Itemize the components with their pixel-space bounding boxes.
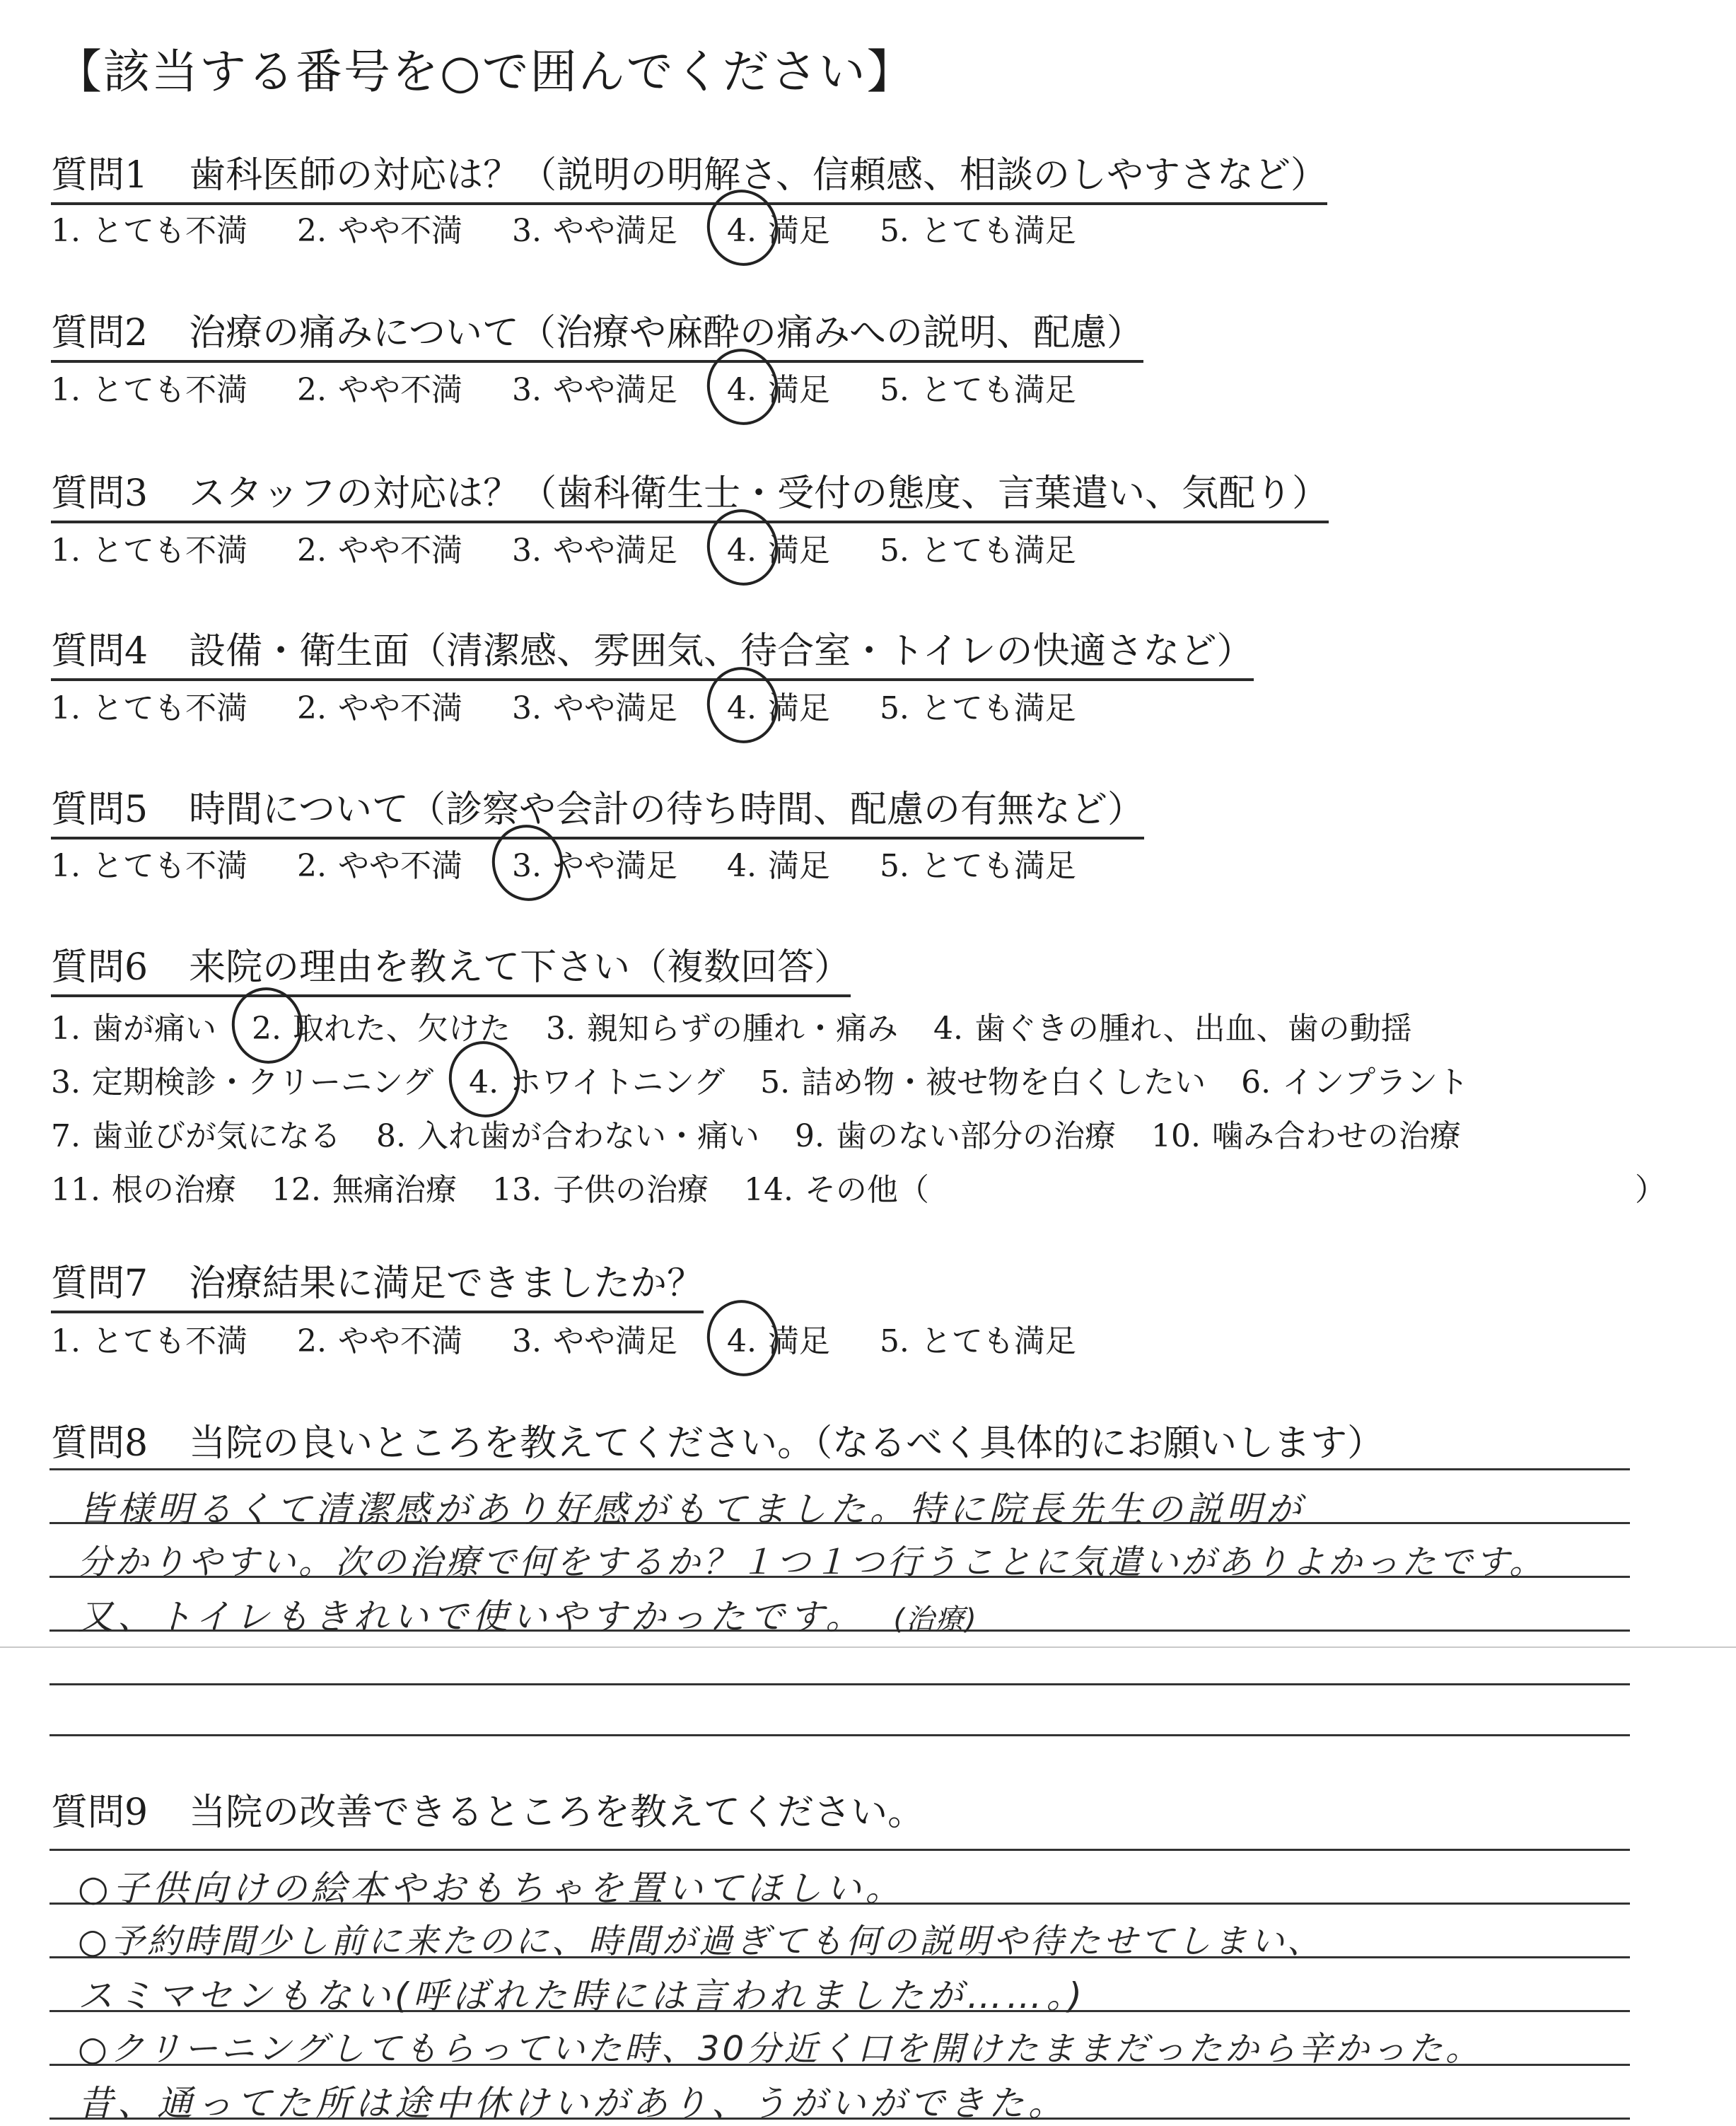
q6-option-2[interactable]: 2. 取れた、欠けた [252, 1003, 511, 1048]
q6-option-12[interactable]: 12. 無痛治療 [271, 1172, 457, 1208]
q4-option-3[interactable]: 3. やや満足 [511, 690, 677, 726]
question-6-heading [51, 937, 851, 997]
question-6-options-row-2 [51, 1057, 1494, 1102]
q8-answer-line-2: 分かりやすい。次の治療で何をするか？１つ１つ行うことに気遣いがありよかったです。 [78, 1543, 1546, 1582]
q6-option-1[interactable]: 1. 歯が痛い [51, 1011, 216, 1047]
answer-line [49, 1734, 1630, 1736]
question-5-heading [51, 779, 1144, 840]
q5-option-1[interactable]: 1. とても不満 [51, 848, 247, 884]
q8-handwritten-note: (治療) [893, 1603, 978, 1636]
q7-option-1[interactable]: 1. とても不満 [51, 1323, 247, 1359]
question-2-options [51, 364, 1116, 409]
question-3-heading [51, 463, 1329, 523]
q7-option-3[interactable]: 3. やや満足 [511, 1323, 677, 1359]
question-6-number: 質問6 [51, 946, 148, 989]
q6-option-14[interactable]: 14. その他（ [743, 1172, 929, 1208]
q1-option-4[interactable]: 4. 満足 [727, 205, 830, 250]
q7-option-2[interactable]: 2. やや不満 [296, 1323, 462, 1359]
question-9-heading [51, 1782, 924, 1840]
q6-option-white-fillings[interactable]: 5. 詰め物・被せ物を白くしたい [760, 1064, 1206, 1100]
question-6-options-row-1 [51, 1003, 1438, 1048]
question-7-number: 質問7 [51, 1262, 148, 1305]
selected-circle [700, 1294, 785, 1383]
q6-option-11[interactable]: 11. 根の治療 [51, 1172, 236, 1208]
q6-option-implant[interactable]: 6. インプラント [1241, 1064, 1469, 1100]
question-7-heading [51, 1253, 704, 1313]
q5-option-4[interactable]: 4. 満足 [726, 848, 830, 884]
q8-answer-line-1: 皆様明るくて清潔感があり好感がもてました。特に院長先生の説明が [78, 1489, 1305, 1530]
q1-option-3[interactable]: 3. やや満足 [511, 213, 677, 249]
question-2-heading [51, 303, 1143, 363]
q1-option-2[interactable]: 2. やや不満 [296, 213, 462, 249]
q3-option-2[interactable]: 2. やや不満 [296, 533, 462, 569]
q6-option-10[interactable]: 10. 噛み合わせの治療 [1150, 1118, 1461, 1154]
answer-line [49, 1468, 1630, 1470]
q7-option-5[interactable]: 5. とても満足 [879, 1323, 1076, 1359]
q2-option-3[interactable]: 3. やや満足 [511, 372, 677, 408]
question-6-options-row-3 [51, 1110, 1486, 1156]
question-8-number: 質問8 [51, 1422, 148, 1465]
other-close-paren: ） [1635, 1172, 1666, 1208]
question-2-number: 質問2 [51, 312, 148, 354]
question-1-options [51, 205, 1116, 250]
question-8-heading [51, 1413, 1384, 1470]
question-3-options [51, 525, 1116, 570]
q9-answer-line-2: ○予約時間少し前に来たのに、時間が過ぎても何の説明や待たせてしまい、 [78, 1922, 1324, 1961]
question-4-heading [51, 621, 1254, 681]
q4-option-4[interactable]: 4. 満足 [727, 682, 830, 728]
q9-answer-line-5: 昔、通ってた所は途中休けいがあり、うがいができた。 [78, 2083, 1068, 2124]
question-2-text: 治療の痛みについて（治療や麻酔の痛みへの説明、配慮） [189, 312, 1144, 354]
q3-option-1[interactable]: 1. とても不満 [51, 533, 247, 569]
q1-option-1[interactable]: 1. とても不満 [51, 213, 247, 249]
question-1-number: 質問1 [51, 154, 148, 197]
q9-answer-line-1: ○子供向けの絵本やおもちゃを置いてほしい。 [78, 1868, 905, 1909]
q5-option-5[interactable]: 5. とても満足 [879, 848, 1076, 884]
answer-line [49, 1683, 1630, 1685]
q4-option-5[interactable]: 5. とても満足 [879, 690, 1076, 726]
question-7-options [51, 1315, 1116, 1361]
question-5-number: 質問5 [51, 789, 148, 831]
q3-option-3[interactable]: 3. やや満足 [511, 533, 677, 569]
question-4-text: 設備・衛生面（清潔感、雰囲気、待合室・トイレの快適さなど） [189, 630, 1254, 673]
question-1-text: 歯科医師の対応は？（説明の明解さ、信頼感、相談のしやすさなど） [189, 154, 1328, 197]
question-3-text: スタッフの対応は？（歯科衛生士・受付の態度、言葉遣い、気配り） [189, 472, 1329, 515]
q8-answer-line-3: 又、トイレもきれいで使いやすかったです。 (治療) [78, 1596, 978, 1637]
q2-option-1[interactable]: 1. とても不満 [51, 372, 247, 408]
question-9-number: 質問9 [51, 1791, 148, 1834]
answer-line [49, 1849, 1630, 1851]
question-6-options-row-4 [51, 1164, 955, 1209]
question-8-text: 当院の良いところを教えてください。（なるべく具体的にお願いします） [189, 1422, 1385, 1465]
page-title: 【該当する番号を○で囲んでください】 [55, 45, 915, 99]
q5-option-2[interactable]: 2. やや不満 [296, 848, 462, 884]
question-5-options [51, 840, 1116, 885]
q4-option-1[interactable]: 1. とても不満 [51, 690, 247, 726]
q3-option-4[interactable]: 4. 満足 [727, 525, 830, 570]
q3-option-5[interactable]: 5. とても満足 [879, 533, 1076, 569]
question-7-text: 治療結果に満足できましたか？ [189, 1262, 704, 1305]
q6-option-8[interactable]: 8. 入れ歯が合わない・痛い [375, 1118, 759, 1154]
q1-option-5[interactable]: 5. とても満足 [879, 213, 1076, 249]
q7-option-4[interactable]: 4. 満足 [727, 1315, 830, 1361]
q2-option-5[interactable]: 5. とても満足 [879, 372, 1076, 408]
question-5-text: 時間について（診察や会計の待ち時間、配慮の有無など） [189, 789, 1145, 831]
q6-option-whitening[interactable]: 4. ホワイトニング [469, 1057, 725, 1102]
q2-option-4[interactable]: 4. 満足 [727, 364, 830, 409]
q6-option-checkup[interactable]: 3. 定期検診・クリーニング [51, 1064, 434, 1100]
q6-option-9[interactable]: 9. 歯のない部分の治療 [794, 1118, 1116, 1154]
q6-option-7[interactable]: 7. 歯並びが気になる [51, 1118, 341, 1154]
q6-option-4[interactable]: 4. 歯ぐきの腫れ、出血、歯の動揺 [933, 1011, 1412, 1047]
q9-answer-line-4: ○クリーニングしてもらっていた時、30分近く口を開けたままだったから辛かった。 [78, 2029, 1483, 2069]
q5-option-3[interactable]: 3. やや満足 [512, 840, 677, 885]
q6-option-13[interactable]: 13. 子供の治療 [491, 1172, 709, 1208]
scan-fold-line [0, 1646, 1736, 1648]
question-4-options [51, 682, 1116, 728]
question-6-text: 来院の理由を教えて下さい（複数回答） [189, 946, 851, 989]
question-9-text: 当院の改善できるところを教えてください。 [189, 1791, 925, 1834]
q9-answer-line-3: スミマセンもない(呼ばれた時には言われましたが……。) [78, 1975, 1087, 2016]
q4-option-2[interactable]: 2. やや不満 [296, 690, 462, 726]
q6-option-3[interactable]: 3. 親知らずの腫れ・痛み [545, 1011, 898, 1047]
question-4-number: 質問4 [51, 630, 148, 673]
q2-option-2[interactable]: 2. やや不満 [296, 372, 462, 408]
question-1-heading [51, 145, 1327, 205]
question-3-number: 質問3 [51, 472, 148, 515]
